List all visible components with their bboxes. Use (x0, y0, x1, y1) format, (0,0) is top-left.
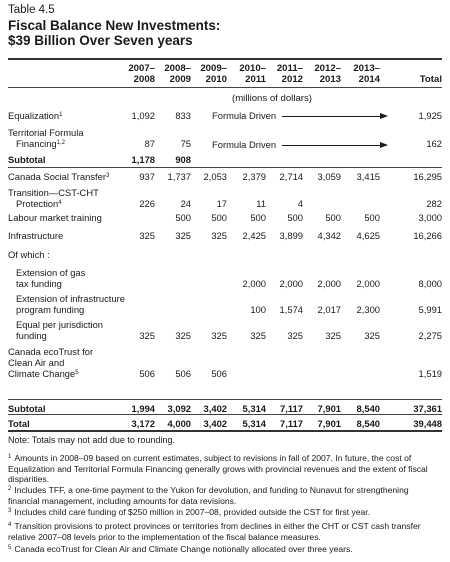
row-label-text: Extension of gas (16, 267, 86, 278)
column-header (301, 63, 341, 85)
footnote-ref: 3 (105, 173, 110, 179)
unit-label: (millions of dollars) (232, 93, 312, 104)
cell-transition: 226 (139, 198, 155, 209)
footnote (8, 520, 438, 542)
top-rule (8, 58, 442, 60)
row-label-total (8, 418, 30, 429)
cell-total: 3,402 (203, 418, 227, 429)
column-header-bottom: 2011 (245, 74, 266, 85)
row-label-text: Territorial Formula (8, 127, 84, 138)
cell-infra: 325 (175, 230, 191, 241)
cell-total: 4,000 (167, 418, 191, 429)
footnote (8, 484, 438, 506)
footnote-number: 1 (8, 454, 12, 460)
cell-transition: 24 (180, 198, 191, 209)
cell-extinfra: 1,574 (279, 304, 303, 315)
row-label-tff (8, 127, 84, 149)
row-label-text: Clean Air and (8, 357, 65, 368)
cell-equal: 2,275 (418, 330, 442, 341)
cell-tff: 162 (426, 138, 442, 149)
row-label-text: Canada Social Transfer (8, 171, 106, 182)
column-header (402, 63, 442, 85)
column-header-top: 2010– (239, 63, 266, 74)
row-label-text: Transition—CST-CHT (8, 187, 99, 198)
footnote-ref: 5 (75, 370, 79, 376)
row-label-line (8, 212, 102, 223)
row-label-line (8, 249, 50, 260)
cell-cst: 16,295 (413, 171, 442, 182)
column-header-top: 2007– (128, 63, 155, 74)
cell-subtotal2: 7,901 (317, 403, 341, 414)
cell-gas: 2,000 (242, 278, 266, 289)
footnote-ref: 1 (59, 112, 63, 118)
row-label-line (8, 230, 63, 241)
footnote-number: 4 (8, 522, 12, 528)
cell-labour: 500 (211, 212, 227, 223)
column-header (151, 63, 191, 85)
cell-subtotal2: 7,117 (280, 403, 303, 414)
cell-cst: 3,059 (317, 171, 341, 182)
footnote (8, 543, 438, 555)
row-label-line (8, 187, 99, 198)
row-label-line (8, 154, 46, 165)
row-label-text: Of which : (8, 249, 50, 260)
column-header-top: 2009– (200, 63, 227, 74)
cell-equal: 325 (287, 330, 303, 341)
row-label-text: Equalization (8, 110, 60, 121)
row-label-line (16, 319, 103, 330)
row-label-text: Total (8, 418, 30, 429)
cell-equal: 325 (139, 330, 155, 341)
footnote-ref: 1,2 (56, 140, 65, 146)
row-label-line (8, 368, 93, 379)
cell-infra: 3,899 (279, 230, 303, 241)
cell-equal: 325 (211, 330, 227, 341)
header-rule (8, 87, 442, 88)
footnote-text: Includes TFF, a one-time payment to the Yukon for devolution, and funding to Nunavut for strengthening financial management, including amounts for data revisions. (8, 485, 409, 506)
row-label-line (16, 278, 85, 289)
row-label-ecotrust (8, 346, 93, 379)
cell-subtotal2: 5,314 (242, 403, 266, 414)
column-header (226, 63, 266, 85)
cell-transition: 4 (297, 198, 303, 209)
bottom-rule (8, 430, 442, 432)
cell-subtotal2: 3,092 (167, 403, 191, 414)
cell-cst: 1,737 (167, 171, 191, 182)
row-label-infra (8, 230, 63, 241)
cell-total: 39,448 (413, 418, 442, 429)
cell-gas: 2,000 (317, 278, 341, 289)
cell-labour: 3,000 (418, 212, 442, 223)
row-label-line (8, 127, 84, 138)
cell-subtotal1: 1,178 (131, 154, 155, 165)
cell-ecotrust: 1,519 (418, 368, 442, 379)
row-label-text: Extension of infrastructure (16, 293, 125, 304)
cell-extinfra: 100 (250, 304, 266, 315)
footnote (8, 452, 438, 485)
row-label-equal (16, 319, 103, 341)
footnote-text: Includes child care funding of $250 million in 2007–08, provided outside the CST for first year. (14, 507, 371, 517)
column-header-top: 2011– (276, 63, 303, 74)
row-label-text: Equal per jurisdiction (16, 319, 104, 330)
row-label-extinfra (16, 293, 125, 315)
title-line-2: $39 Billion Over Seven years (8, 33, 193, 48)
cell-tff: 87 (144, 138, 155, 149)
row-label-line (16, 304, 125, 315)
arrow-line-1 (282, 116, 382, 117)
subtotal1-rule (8, 167, 442, 168)
row-label-equalization (8, 110, 62, 121)
cell-cst: 2,379 (242, 171, 266, 182)
row-label-line (8, 346, 93, 357)
cell-labour: 500 (287, 212, 303, 223)
cell-labour: 500 (325, 212, 341, 223)
row-label-line (8, 418, 30, 429)
column-header-bottom: 2010 (205, 74, 227, 85)
row-label-text: Infrastructure (8, 230, 64, 241)
column-header (115, 63, 155, 85)
cell-tff: 75 (180, 138, 191, 149)
cell-equalization: 1,092 (131, 110, 155, 121)
cell-ecotrust: 506 (175, 368, 191, 379)
footnote-ref: 4 (58, 200, 62, 206)
column-header (263, 63, 303, 85)
cell-transition: 282 (426, 198, 442, 209)
column-header-bottom: 2013 (319, 74, 341, 85)
cell-labour: 500 (175, 212, 191, 223)
cell-infra: 4,625 (356, 230, 380, 241)
cell-infra: 4,342 (317, 230, 341, 241)
table-number: Table 4.5 (8, 4, 55, 16)
column-header (340, 63, 380, 85)
row-label-line (8, 198, 99, 209)
row-label-text: tax funding (16, 278, 62, 289)
cell-subtotal2: 37,361 (413, 403, 442, 414)
footnote-text: Canada ecoTrust for Clean Air and Climate Change notionally allocated over three years. (14, 544, 353, 554)
column-header-bottom: 2014 (358, 74, 380, 85)
row-label-labour (8, 212, 102, 223)
row-label-text: Canada ecoTrust for (8, 346, 94, 357)
arrow-line-2 (282, 145, 382, 146)
cell-equal: 325 (325, 330, 341, 341)
row-label-ofwhich (8, 249, 50, 260)
cell-ecotrust: 506 (211, 368, 227, 379)
row-label-gas (16, 267, 85, 289)
cell-equalization: 1,925 (418, 110, 442, 121)
row-label-transition (8, 187, 99, 209)
row-label-text: Protection (16, 198, 59, 209)
cell-equal: 325 (364, 330, 380, 341)
row-label-text: Subtotal (8, 154, 46, 165)
cell-transition: 11 (256, 198, 266, 209)
row-label-line (8, 403, 46, 414)
row-label-subtotal2 (8, 403, 46, 414)
column-header-bottom: 2009 (169, 74, 191, 85)
row-label-line (8, 110, 62, 121)
cell-extinfra: 5,991 (418, 304, 442, 315)
cell-equal: 325 (175, 330, 191, 341)
formula-driven-label-1: Formula Driven (212, 110, 277, 121)
footnote-text: Amounts in 2008–09 based on current estimates, subject to revisions in fall of 2007. In future, the cost of Equalization and Territorial Formula Financing generally grows with provincial revenues and the extent of fiscal disparities. (8, 453, 428, 485)
footnote-number: 2 (8, 486, 12, 492)
arrow-head-1 (380, 113, 388, 119)
cell-infra: 325 (211, 230, 227, 241)
column-header-bottom: 2012 (281, 74, 303, 85)
cell-subtotal1: 908 (175, 154, 191, 165)
cell-gas: 2,000 (356, 278, 380, 289)
row-label-text: Climate Change (8, 368, 76, 379)
cell-total: 5,314 (242, 418, 266, 429)
rounding-note: Note: Totals may not add due to rounding. (8, 435, 175, 445)
footnote-number: 5 (8, 545, 12, 551)
table-title (8, 18, 220, 48)
column-header-bottom: Total (419, 74, 442, 85)
cell-cst: 2,714 (279, 171, 303, 182)
footnote-number: 3 (8, 508, 12, 514)
footnote-text: Transition provisions to protect provinces or territories from declines in either the CHT or CST cash transfer relative 2007–08 levels prior to the implementation of the fiscal balance measures. (8, 521, 421, 542)
cell-subtotal2: 3,402 (203, 403, 227, 414)
column-header-top: 2008– (164, 63, 191, 74)
cell-subtotal2: 8,540 (356, 403, 380, 414)
cell-gas: 8,000 (418, 278, 442, 289)
row-label-text: funding (16, 330, 47, 341)
column-header-top: 2013– (353, 63, 380, 74)
row-label-text: Subtotal (8, 403, 46, 414)
cell-extinfra: 2,300 (356, 304, 380, 315)
footnote (8, 506, 438, 518)
row-label-line (16, 330, 103, 341)
cell-transition: 17 (216, 198, 227, 209)
cell-total: 7,901 (317, 418, 341, 429)
cell-infra: 16,266 (413, 230, 442, 241)
row-label-text: Labour market training (8, 212, 102, 223)
subtotal2-rule (8, 399, 442, 400)
cell-equal: 325 (250, 330, 266, 341)
row-label-text: program funding (16, 304, 85, 315)
cell-infra: 2,425 (242, 230, 266, 241)
row-label-cst (8, 171, 109, 182)
row-label-line (8, 171, 109, 182)
cell-total: 7,117 (280, 418, 303, 429)
arrow-head-2 (380, 142, 388, 148)
column-header (187, 63, 227, 85)
row-label-line (16, 267, 85, 278)
row-label-line (8, 138, 84, 149)
cell-cst: 2,053 (203, 171, 227, 182)
row-label-text: Financing (16, 138, 57, 149)
cell-labour: 500 (250, 212, 266, 223)
cell-equalization: 833 (175, 110, 191, 121)
cell-ecotrust: 506 (139, 368, 155, 379)
cell-extinfra: 2,017 (317, 304, 341, 315)
cell-total: 3,172 (131, 418, 155, 429)
cell-total: 8,540 (356, 418, 380, 429)
row-label-line (16, 293, 125, 304)
cell-infra: 325 (139, 230, 155, 241)
title-line-1: Fiscal Balance New Investments: (8, 18, 221, 33)
cell-labour: 500 (364, 212, 380, 223)
total-rule (8, 414, 442, 415)
cell-gas: 2,000 (279, 278, 303, 289)
cell-subtotal2: 1,994 (131, 403, 155, 414)
cell-cst: 937 (139, 171, 155, 182)
column-header-bottom: 2008 (133, 74, 155, 85)
cell-cst: 3,415 (356, 171, 380, 182)
column-header-top: 2012– (314, 63, 341, 74)
row-label-line (8, 357, 93, 368)
formula-driven-label-2: Formula Driven (212, 139, 277, 150)
row-label-subtotal1 (8, 154, 46, 165)
column-header-top (402, 63, 442, 74)
